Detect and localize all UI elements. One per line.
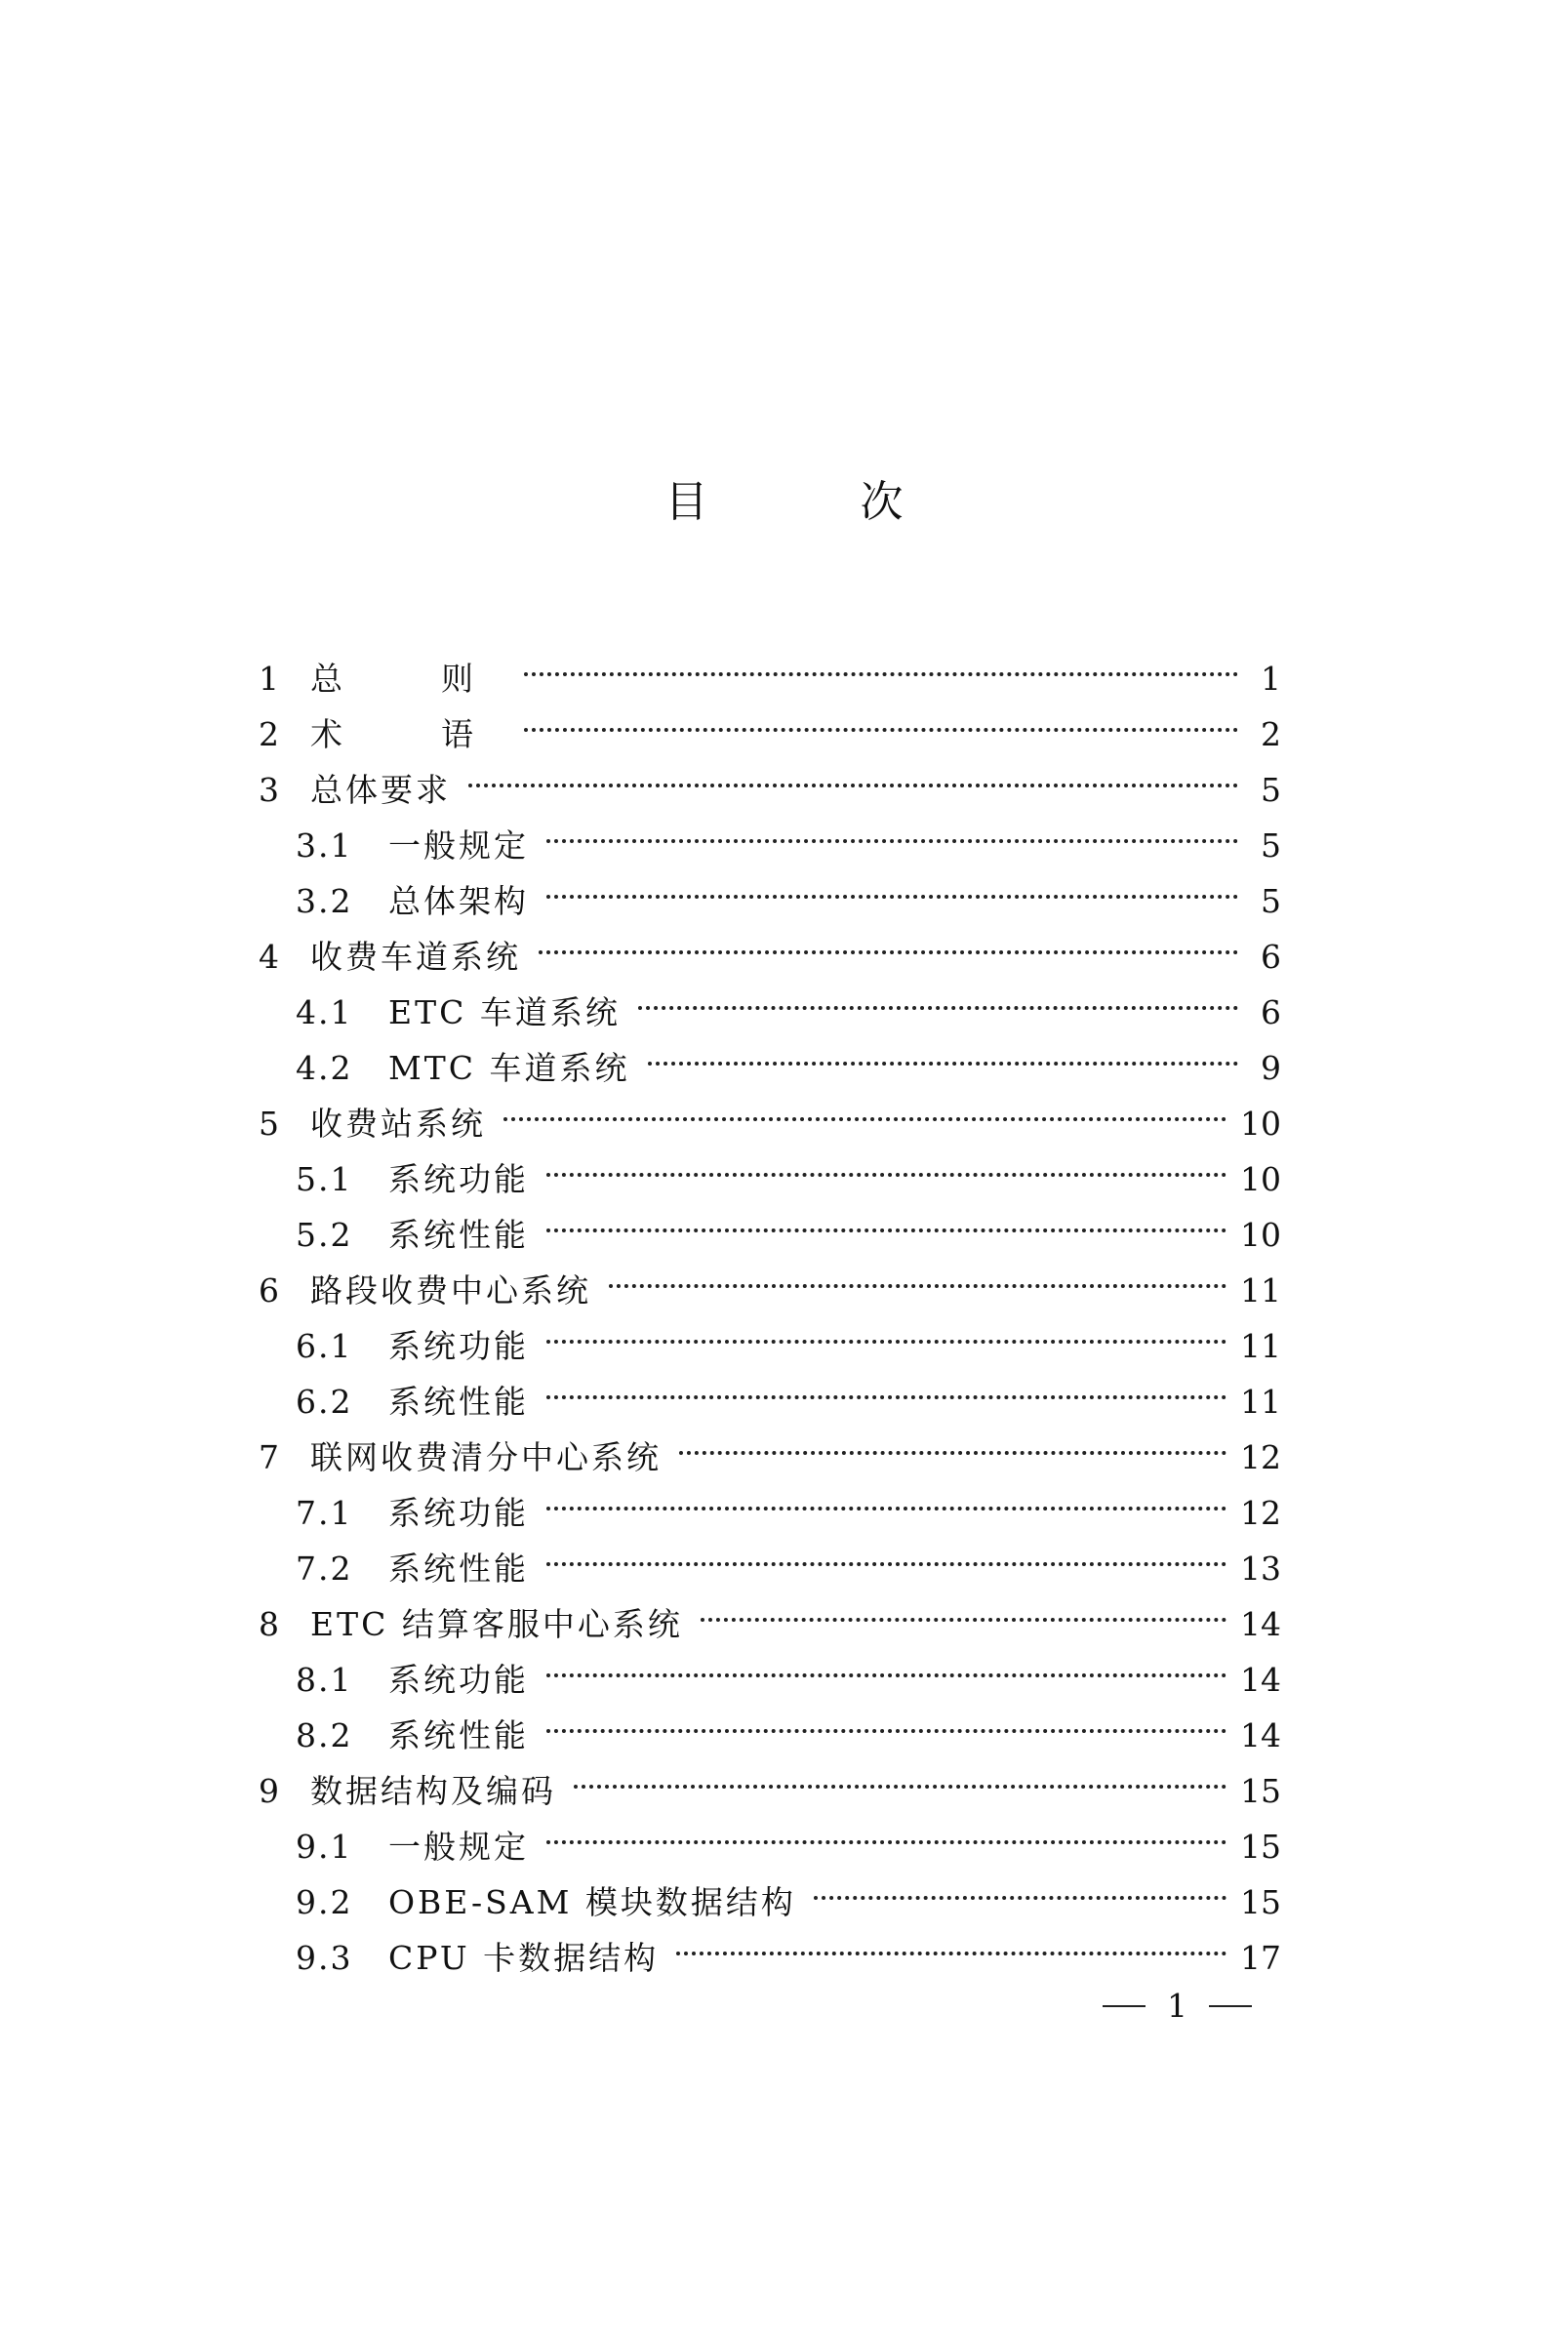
toc-dot-leader — [546, 1524, 1226, 1580]
toc-entry-label: 路段收费中心系统 — [310, 1271, 591, 1309]
toc-entry-label: 系统功能 — [388, 1160, 529, 1198]
toc-entry-page: 17 — [1240, 1939, 1281, 1977]
toc-entry-label: 系统性能 — [388, 1550, 529, 1588]
toc-dot-leader — [679, 1413, 1226, 1469]
toc-entry-number: 3.1 — [296, 826, 353, 865]
toc-entry-page: 15 — [1240, 1828, 1281, 1866]
toc-entry-number: 4 — [259, 938, 281, 976]
toc-entry-label: 系统性能 — [388, 1716, 529, 1754]
toc-entry-number: 8 — [259, 1605, 281, 1643]
toc-entry-number: 8.2 — [296, 1716, 353, 1754]
toc-entry-page: 6 — [1261, 993, 1281, 1031]
toc-dot-leader — [503, 1079, 1226, 1135]
toc-entry-page: 10 — [1240, 1105, 1281, 1143]
toc-dot-leader — [546, 1302, 1226, 1357]
toc-dot-leader — [676, 1913, 1226, 1969]
toc-entry-number: 6 — [259, 1271, 281, 1309]
toc-entry-label: 数据结构及编码 — [310, 1772, 556, 1810]
toc-dot-leader — [539, 912, 1238, 968]
toc-entry-page: 14 — [1240, 1661, 1281, 1699]
toc-entry-number: 5.1 — [296, 1160, 353, 1198]
toc-entry-number: 2 — [259, 715, 281, 753]
toc-dot-leader — [546, 1802, 1226, 1858]
toc-entry-label: 收费站系统 — [310, 1105, 486, 1143]
toc-dot-leader — [648, 1024, 1238, 1079]
toc-entry-number: 1 — [259, 660, 281, 698]
toc-entry-label: 系统性能 — [388, 1383, 529, 1421]
toc-dot-leader — [546, 1635, 1226, 1691]
toc-entry-label: 系统功能 — [388, 1661, 529, 1699]
table-of-contents — [259, 634, 1281, 1977]
toc-entry-page: 5 — [1261, 826, 1281, 865]
page-title: 目 次 — [664, 477, 958, 527]
toc-entry-page: 11 — [1240, 1383, 1281, 1421]
toc-entry-number: 4.1 — [296, 993, 353, 1031]
toc-dot-leader — [546, 857, 1238, 912]
toc-entry-page: 15 — [1240, 1883, 1281, 1921]
toc-entry-number: 9 — [259, 1772, 281, 1810]
toc-entry-page: 15 — [1240, 1772, 1281, 1810]
toc-dot-leader — [546, 1691, 1226, 1747]
toc-entry-page: 9 — [1261, 1049, 1281, 1087]
toc-dot-leader — [609, 1246, 1226, 1302]
toc-entry-page: 14 — [1240, 1716, 1281, 1754]
toc-entry-number: 7.2 — [296, 1550, 353, 1588]
toc-entry-label: MTC 车道系统 — [388, 1049, 630, 1087]
toc-entry-label: OBE-SAM 模块数据结构 — [388, 1883, 796, 1921]
toc-entry-page: 10 — [1240, 1160, 1281, 1198]
toc-entry-label: ETC 车道系统 — [388, 993, 621, 1031]
toc-entry-page: 10 — [1240, 1216, 1281, 1254]
toc-entry-number: 3.2 — [296, 882, 353, 920]
toc-entry-label: 总体架构 — [388, 882, 529, 920]
toc-entry-label: 系统性能 — [388, 1216, 529, 1254]
footer-dash-left — [1103, 2005, 1146, 2007]
toc-entry-number: 6.2 — [296, 1383, 353, 1421]
toc-entry-number: 4.2 — [296, 1049, 353, 1087]
toc-entry-label: 系统功能 — [388, 1494, 529, 1532]
toc-dot-leader — [546, 1190, 1226, 1246]
toc-entry-page: 2 — [1261, 715, 1281, 753]
toc-entry-page: 11 — [1240, 1327, 1281, 1365]
toc-entry-label: ETC 结算客服中心系统 — [310, 1605, 683, 1643]
toc-entry-number: 3 — [259, 771, 281, 809]
toc-dot-leader — [524, 634, 1238, 690]
toc-entry-page: 14 — [1240, 1605, 1281, 1643]
footer-dash-right — [1209, 2005, 1252, 2007]
toc-dot-leader — [546, 801, 1238, 857]
toc-entry-number: 5 — [259, 1105, 281, 1143]
toc-entry-page: 12 — [1240, 1494, 1281, 1532]
toc-dot-leader — [524, 690, 1238, 745]
toc-entry-number: 9.2 — [296, 1883, 353, 1921]
toc-entry-page: 5 — [1261, 882, 1281, 920]
page-footer — [1103, 1985, 1298, 2028]
toc-entry-page: 1 — [1261, 660, 1281, 698]
toc-dot-leader — [814, 1858, 1226, 1913]
toc-entry-label: 系统功能 — [388, 1327, 529, 1365]
toc-entry[interactable] — [259, 634, 1281, 698]
toc-entry-page: 12 — [1240, 1438, 1281, 1476]
toc-entry-page: 6 — [1261, 938, 1281, 976]
toc-dot-leader — [701, 1580, 1226, 1635]
toc-entry-label: 联网收费清分中心系统 — [310, 1438, 662, 1476]
toc-dot-leader — [546, 1135, 1226, 1190]
toc-entry-page: 13 — [1240, 1550, 1281, 1588]
toc-entry-label: 一般规定 — [388, 826, 529, 865]
toc-entry-number: 9.1 — [296, 1828, 353, 1866]
toc-entry-label: CPU 卡数据结构 — [388, 1939, 660, 1977]
toc-entry-number: 8.1 — [296, 1661, 353, 1699]
toc-entry-number: 7 — [259, 1438, 281, 1476]
toc-entry-label: 一般规定 — [388, 1828, 529, 1866]
toc-dot-leader — [546, 1469, 1226, 1524]
toc-dot-leader — [638, 968, 1238, 1024]
toc-entry-page: 11 — [1240, 1271, 1281, 1309]
toc-entry-label: 术 语 — [310, 715, 506, 753]
toc-entry-number: 7.1 — [296, 1494, 353, 1532]
toc-entry-number: 5.2 — [296, 1216, 353, 1254]
toc-entry-label: 收费车道系统 — [310, 938, 521, 976]
toc-dot-leader — [468, 745, 1238, 801]
toc-entry-number: 6.1 — [296, 1327, 353, 1365]
toc-entry-label: 总体要求 — [310, 771, 451, 809]
toc-entry-number: 9.3 — [296, 1939, 353, 1977]
toc-dot-leader — [546, 1357, 1226, 1413]
toc-entry-label: 总 则 — [310, 660, 506, 698]
toc-entry-page: 5 — [1261, 771, 1281, 809]
toc-dot-leader — [574, 1747, 1226, 1802]
footer-page-number: 1 — [1167, 1987, 1187, 2025]
